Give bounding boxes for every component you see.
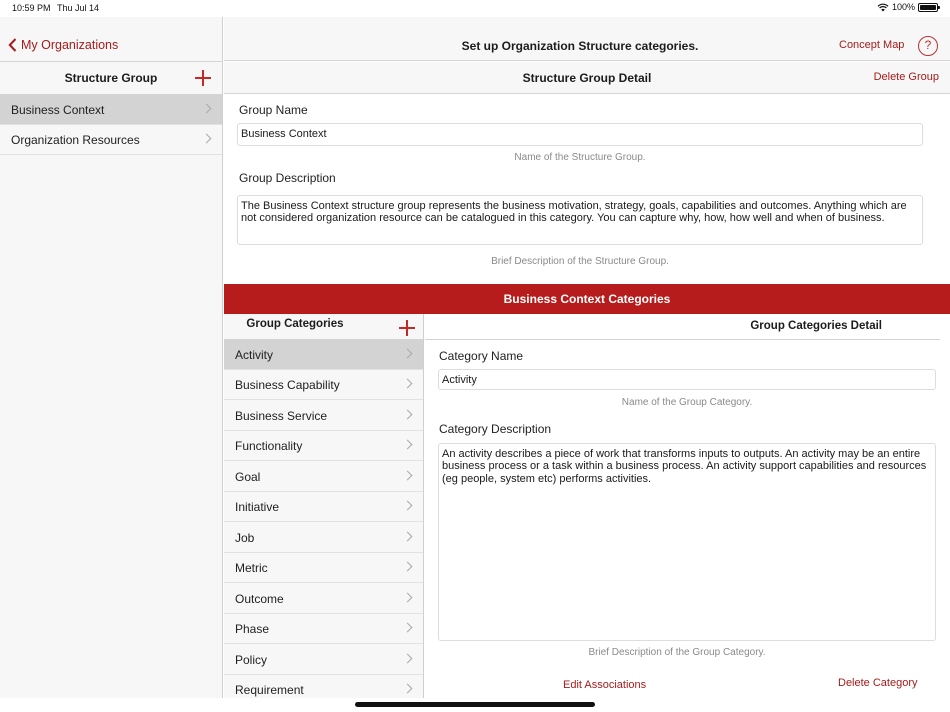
chevron-right-icon	[202, 134, 212, 144]
help-icon[interactable]: ?	[918, 36, 938, 56]
battery-percent: 100%	[891, 2, 915, 12]
chevron-left-icon	[8, 38, 17, 52]
home-indicator[interactable]	[355, 702, 595, 707]
category-name-hint: Name of the Group Category.	[621, 397, 753, 408]
group-name-label: Group Name	[239, 103, 308, 117]
edit-associations-button[interactable]: Edit Associations	[563, 679, 647, 691]
wifi-icon	[877, 3, 889, 12]
group-name-hint: Name of the Structure Group.	[514, 152, 646, 163]
category-name-field[interactable]: Activity	[438, 369, 936, 390]
category-item-phase[interactable]	[224, 614, 423, 644]
category-item-goal[interactable]	[224, 462, 423, 492]
chevron-right-icon	[403, 623, 413, 633]
chevron-right-icon	[403, 593, 413, 603]
status-bar	[0, 0, 950, 17]
status-right	[877, 2, 938, 12]
page-title: Set up Organization Structure categories.	[461, 39, 699, 53]
status-time: 10:59 PM	[12, 3, 51, 13]
group-name-field[interactable]: Business Context	[237, 123, 923, 146]
category-item-outcome[interactable]	[224, 584, 423, 614]
category-item-label: Metric	[235, 560, 268, 575]
structure-group-header	[0, 61, 222, 95]
category-item-label: Business Service	[235, 408, 328, 423]
chevron-right-icon	[403, 654, 413, 664]
sidebar-item-label: Business Context	[11, 102, 105, 117]
category-item-activity[interactable]	[224, 340, 423, 370]
category-item-job[interactable]	[224, 523, 423, 553]
category-item-label: Activity	[235, 347, 274, 362]
category-item-label: Job	[235, 530, 255, 545]
concept-map-button[interactable]: Concept Map	[839, 39, 905, 51]
category-item-label: Phase	[235, 621, 270, 636]
delete-group-button[interactable]: Delete Group	[873, 71, 939, 83]
chevron-right-icon	[403, 379, 413, 389]
chevron-right-icon	[202, 104, 212, 114]
structure-group-title: Structure Group	[64, 71, 158, 85]
back-label: My Organizations	[21, 38, 119, 52]
group-detail-header	[224, 62, 950, 94]
category-item-label: Policy	[235, 652, 268, 667]
category-item-label: Functionality	[235, 438, 303, 453]
chevron-right-icon	[403, 440, 413, 450]
group-categories-title: Group Categories	[246, 318, 344, 330]
category-detail-title: Group Categories Detail	[750, 320, 882, 332]
category-item-business-service[interactable]	[224, 401, 423, 431]
category-item-business-capability[interactable]	[224, 370, 423, 400]
category-detail-header	[425, 314, 940, 340]
categories-banner: Business Context Categories	[224, 284, 950, 314]
sidebar-item-organization-resources[interactable]	[0, 125, 222, 155]
chevron-right-icon	[403, 501, 413, 511]
chevron-right-icon	[403, 562, 413, 572]
category-item-label: Business Capability	[235, 377, 340, 392]
category-item-label: Goal	[235, 469, 261, 484]
category-item-label: Initiative	[235, 499, 280, 514]
category-name-label: Category Name	[439, 349, 524, 363]
group-categories-list	[224, 314, 424, 698]
category-item-requirement[interactable]	[224, 675, 423, 698]
back-button[interactable]	[8, 38, 118, 52]
group-description-label: Group Description	[239, 171, 336, 185]
category-item-functionality[interactable]	[224, 431, 423, 461]
category-item-initiative[interactable]	[224, 492, 423, 522]
chevron-right-icon	[403, 532, 413, 542]
status-date: Thu Jul 14	[57, 3, 100, 13]
category-item-metric[interactable]	[224, 553, 423, 583]
group-description-hint: Brief Description of the Structure Group.	[491, 256, 669, 267]
category-item-label: Requirement	[235, 682, 304, 697]
category-item-label: Outcome	[235, 591, 284, 606]
category-description-field[interactable]: An activity describes a piece of work that transforms inputs to outputs. An activity may be an entire business process or a task within a business process. An activity support capabilities and resources (eg people, system etc) performs activities.	[438, 443, 936, 641]
battery-icon	[918, 3, 938, 12]
category-description-hint: Brief Description of the Group Category.	[588, 647, 766, 658]
sidebar-item-label: Organization Resources	[11, 132, 140, 147]
category-item-policy[interactable]	[224, 645, 423, 675]
group-description-field[interactable]: The Business Context structure group represents the business motivation, strategy, goals, capabilities and outcomes. Anything which are not considered organization resource can be catalogued in this category. You can capture why, how, how well and when of business.	[237, 195, 923, 245]
category-description-label: Category Description	[439, 422, 552, 436]
add-category-button[interactable]	[399, 320, 415, 336]
delete-category-button[interactable]: Delete Category	[838, 677, 918, 689]
chevron-right-icon	[403, 471, 413, 481]
top-bar	[224, 17, 950, 61]
chevron-right-icon	[403, 684, 413, 694]
group-categories-header	[224, 314, 423, 340]
sidebar	[0, 17, 223, 698]
add-group-button[interactable]	[195, 70, 211, 86]
sidebar-item-business-context[interactable]	[0, 95, 222, 125]
chevron-right-icon	[403, 349, 413, 359]
chevron-right-icon	[403, 410, 413, 420]
group-detail-title: Structure Group Detail	[522, 71, 652, 85]
